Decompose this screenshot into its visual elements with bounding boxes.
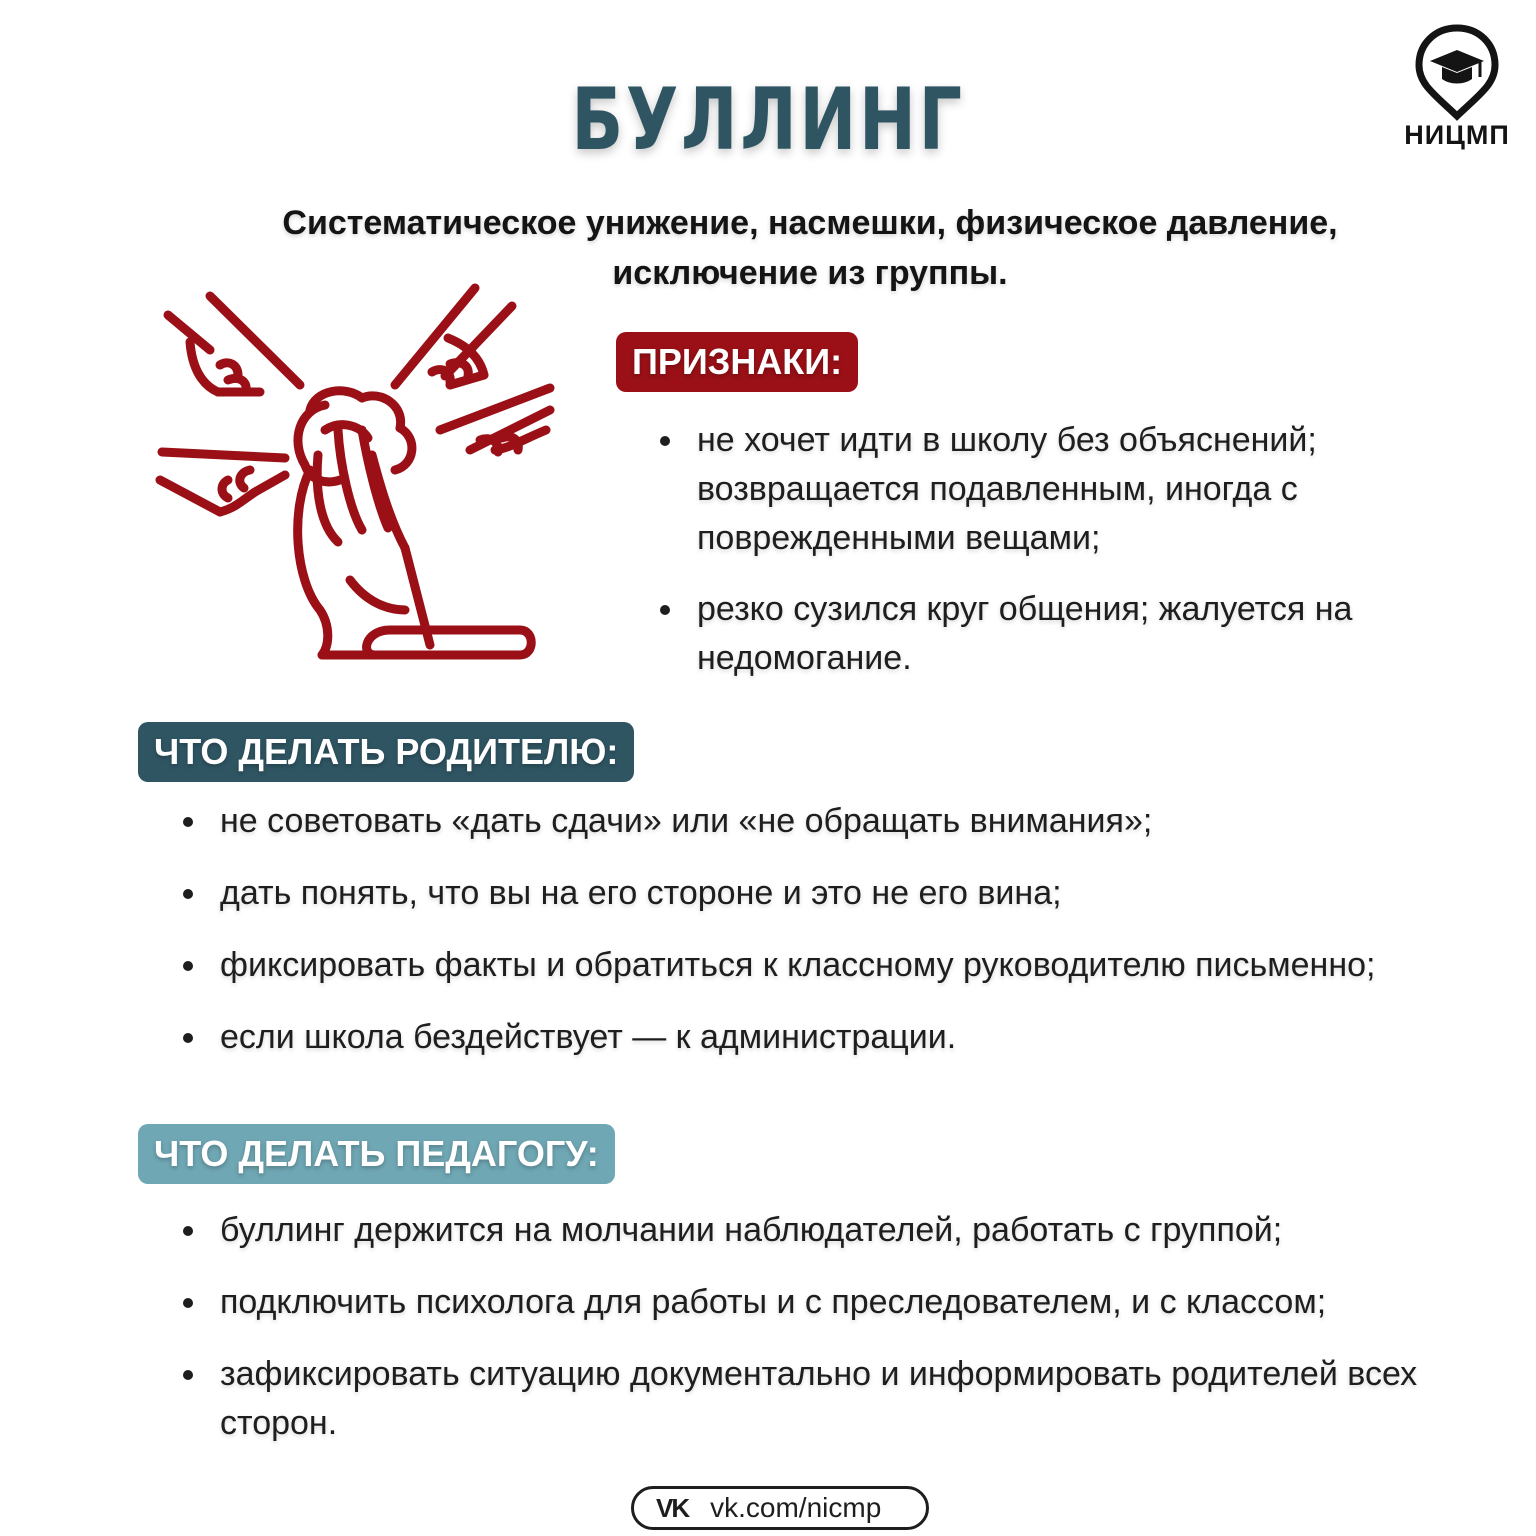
list-item: буллинг держится на молчании наблюдателей, работать с группой; bbox=[183, 1206, 1503, 1255]
list-item: резко сузился круг общения; жалуется на недомогание. bbox=[660, 585, 1420, 683]
definition-text: Систематическое унижение, насмешки, физическое давление, исключение из группы. bbox=[282, 204, 1338, 292]
bullied-child-pointing-hands-icon bbox=[150, 280, 570, 690]
list-item: не хочет идти в школу без объяснений; возвращается подавленным, иногда с поврежденными вещами; bbox=[660, 416, 1420, 563]
list-item: подключить психолога для работы и с преследователем, и с классом; bbox=[183, 1278, 1503, 1327]
list-item: не советовать «дать сдачи» или «не обращать внимания»; bbox=[183, 797, 1483, 846]
list-item: дать понять, что вы на его стороне и это не его вина; bbox=[183, 869, 1483, 918]
signs-list bbox=[660, 416, 1420, 705]
teacher-list bbox=[183, 1206, 1503, 1471]
teacher-heading: ЧТО ДЕЛАТЬ ПЕДАГОГУ: bbox=[138, 1124, 615, 1184]
signs-heading: ПРИЗНАКИ: bbox=[616, 332, 858, 392]
list-item: фиксировать факты и обратиться к классному руководителю письменно; bbox=[183, 941, 1483, 990]
graduation-cap-pin-icon bbox=[1412, 22, 1502, 122]
page-title: БУЛЛИНГ bbox=[571, 70, 965, 170]
vk-link[interactable] bbox=[631, 1486, 929, 1530]
parent-list bbox=[183, 797, 1483, 1085]
list-item: зафиксировать ситуацию документально и информировать родителей всех сторон. bbox=[183, 1350, 1503, 1448]
vk-url[interactable]: vk.com/nicmp bbox=[710, 1492, 882, 1523]
parent-heading: ЧТО ДЕЛАТЬ РОДИТЕЛЮ: bbox=[138, 722, 634, 782]
vk-icon: VK bbox=[656, 1492, 689, 1523]
logo bbox=[1392, 22, 1522, 172]
logo-text: НИЦМП bbox=[1404, 120, 1510, 150]
list-item: если школа бездействует — к администрации. bbox=[183, 1013, 1483, 1062]
